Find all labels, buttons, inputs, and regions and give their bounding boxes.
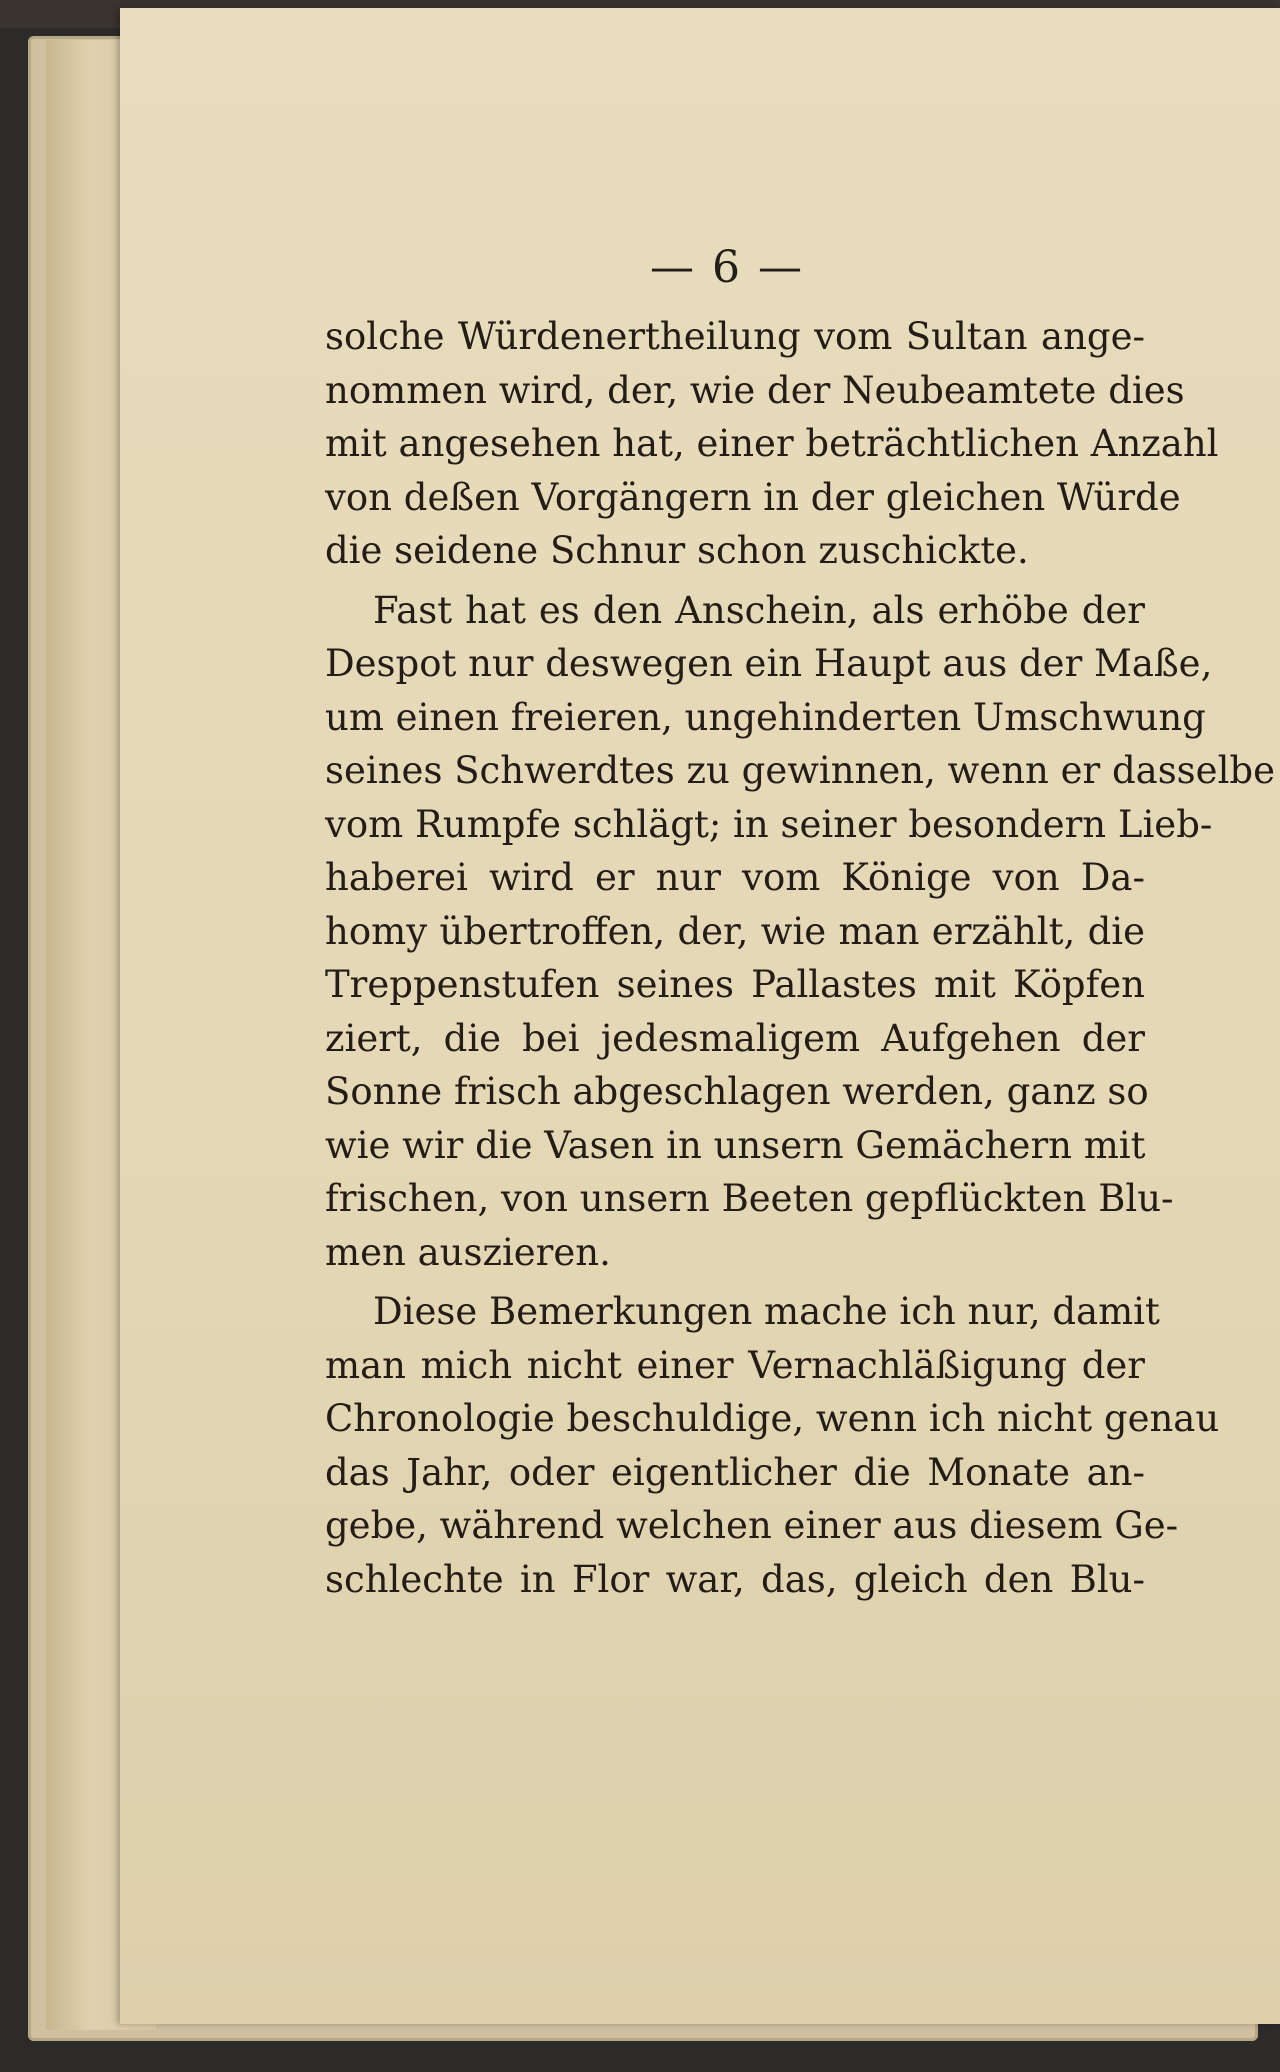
text-line: vom Rumpfe schlägt; in seiner besondern Lieb-: [325, 802, 1213, 846]
page-number: — 6 —: [650, 242, 804, 293]
text-line: men auszieren.: [325, 1230, 611, 1274]
paragraph-3: [325, 1285, 1220, 1606]
text-line: schlechte in Flor war, das, gleich den Blu-: [325, 1557, 1145, 1601]
text-line: Despot nur deswegen ein Haupt aus der Maße,: [325, 642, 1213, 685]
text-line: seines Schwerdtes zu gewinnen, wenn er dasselbe: [325, 749, 1275, 792]
text-line: mit angesehen hat, einer beträchtlichen Anzahl: [325, 422, 1219, 465]
text-line: Treppenstufen seines Pallastes mit Köpfen: [325, 963, 1145, 1006]
text-line: die seidene Schnur schon zuschickte.: [325, 529, 1029, 572]
text-line: gebe, während welchen einer aus diesem Ge-: [325, 1504, 1179, 1547]
text-line: Sonne frisch abgeschlagen werden, ganz so: [325, 1070, 1149, 1113]
text-line: nommen wird, der, wie der Neubeamtete dies: [325, 368, 1185, 412]
text-line: Diese Bemerkungen mache ich nur, damit: [373, 1290, 1160, 1333]
text-line: frischen, von unsern Beeten gepflückten Blu-: [325, 1177, 1174, 1220]
text-line: homy übertroffen, der, wie man erzählt, die: [325, 909, 1145, 953]
text-block: [325, 310, 1275, 1606]
text-line: Chronologie beschuldige, wenn ich nicht genau: [325, 1397, 1220, 1440]
text-line: solche Würdenertheilung vom Sultan ange-: [325, 315, 1145, 358]
text-line: ziert, die bei jedesmaligem Aufgehen der: [325, 1016, 1145, 1060]
text-line: haberei wird er nur vom Könige von Da-: [325, 856, 1145, 899]
text-line: man mich nicht einer Vernachläßigung der: [325, 1343, 1145, 1387]
text-line: um einen freieren, ungehinderten Umschwung: [325, 695, 1206, 739]
text-line: Fast hat es den Anschein, als erhöbe der: [373, 588, 1145, 632]
paragraph-1: [325, 310, 1219, 578]
text-line: von deßen Vorgängern in der gleichen Würde: [325, 475, 1181, 519]
text-line: das Jahr, oder eigentlicher die Monate an-: [325, 1450, 1145, 1494]
text-line: wie wir die Vasen in unsern Gemächern mit: [325, 1123, 1146, 1167]
paragraph-2: [325, 584, 1275, 1280]
